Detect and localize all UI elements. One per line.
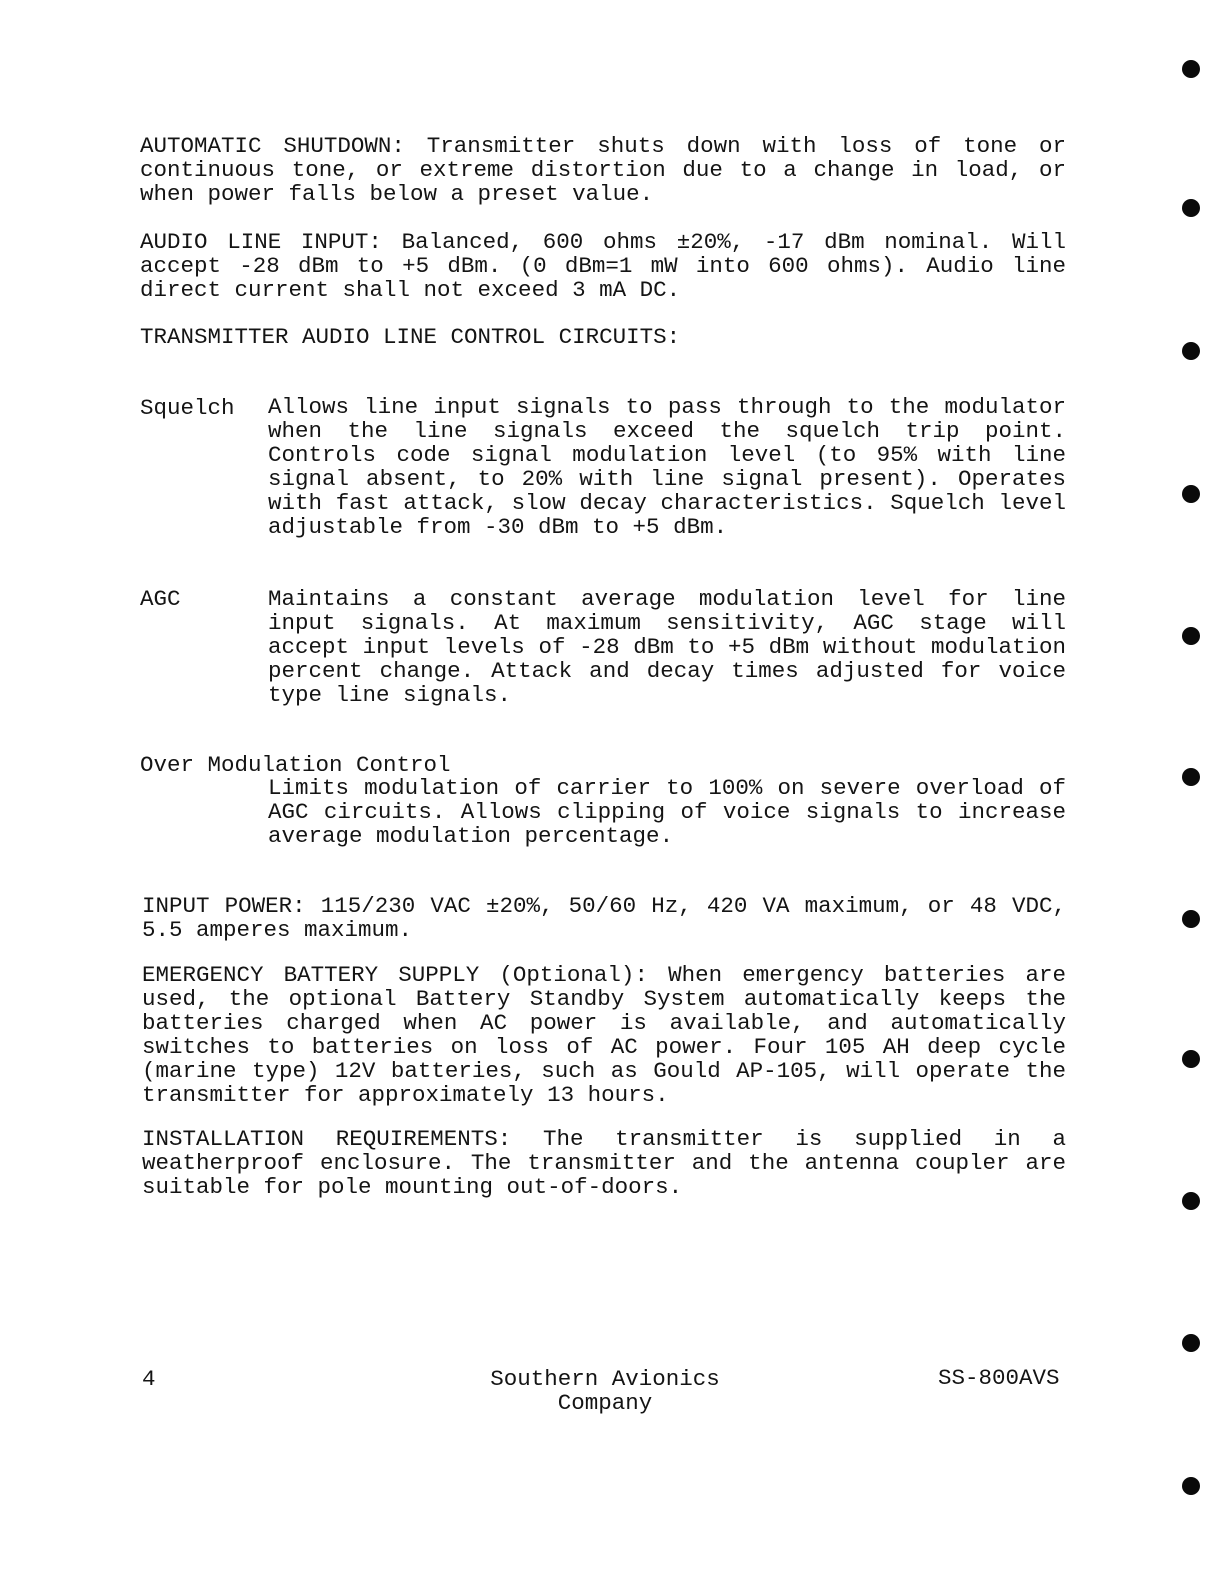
agc-description: Maintains a constant average modulation level for line input signals. At maximum sensitivity, AGC stage will accept input levels of -28 dBm to +5 dBm without modulation percent change. Attack and decay times adjusted for voice type line signals.	[268, 586, 1066, 708]
squelch-description: Allows line input signals to pass through to the modulator when the line signals exceed the squelch trip point. Controls code signal modulation level (to 95% with line signal absent, to 20% with line signal present). Operates with fast attack, slow decay characteristics. Squelch level adjustable from -30 dBm to +5 dBm.	[268, 394, 1066, 540]
punch-hole	[1182, 60, 1200, 78]
installation-paragraph: INSTALLATION REQUIREMENTS: The transmitter is supplied in a weatherproof enclosure. The transmitter and the antenna coupler are suitable for pole mounting out-of-doors.	[142, 1126, 1066, 1200]
control-circuits-heading: TRANSMITTER AUDIO LINE CONTROL CIRCUITS:	[140, 324, 681, 350]
punch-hole	[1182, 1050, 1200, 1068]
company-name-line1: Southern Avionics	[490, 1366, 720, 1392]
emergency-battery-paragraph: EMERGENCY BATTERY SUPPLY (Optional): When emergency batteries are used, the optional Battery Standby System automatically keeps the batteries charged when AC power is available, and automatically switches to batteries on loss of AC power. Four 105 AH deep cycle (marine type) 12V batteries, such as Gould AP-105, will operate the transmitter for approximately 13 hours.	[142, 962, 1066, 1108]
punch-hole	[1182, 910, 1200, 928]
punch-hole	[1182, 342, 1200, 360]
company-name	[455, 1367, 755, 1415]
model-number: SS-800AVS	[938, 1365, 1060, 1391]
over-modulation-label: Over Modulation Control	[140, 752, 451, 778]
squelch-label: Squelch	[140, 395, 235, 421]
punch-hole	[1182, 768, 1200, 786]
over-modulation-description: Limits modulation of carrier to 100% on severe overload of AGC circuits. Allows clipping of voice signals to increase average modulation percentage.	[268, 775, 1066, 849]
punch-hole	[1182, 627, 1200, 645]
page-number: 4	[142, 1366, 156, 1392]
audio-line-input-paragraph: AUDIO LINE INPUT: Balanced, 600 ohms ±20%, -17 dBm nominal. Will accept -28 dBm to +5 dBm. (0 dBm=1 mW into 600 ohms). Audio line direct current shall not exceed 3 mA DC.	[140, 229, 1066, 303]
punch-hole	[1182, 199, 1200, 217]
punch-hole	[1182, 1334, 1200, 1352]
agc-label: AGC	[140, 586, 181, 612]
punch-hole	[1182, 485, 1200, 503]
company-name-line2: Company	[557, 1390, 653, 1416]
input-power-paragraph: INPUT POWER: 115/230 VAC ±20%, 50/60 Hz, 420 VA maximum, or 48 VDC, 5.5 amperes maximum.	[142, 893, 1066, 943]
automatic-shutdown-paragraph: AUTOMATIC SHUTDOWN: Transmitter shuts down with loss of tone or continuous tone, or extreme distortion due to a change in load, or when power falls below a preset value.	[140, 133, 1066, 207]
punch-hole	[1182, 1192, 1200, 1210]
punch-hole	[1182, 1477, 1200, 1495]
